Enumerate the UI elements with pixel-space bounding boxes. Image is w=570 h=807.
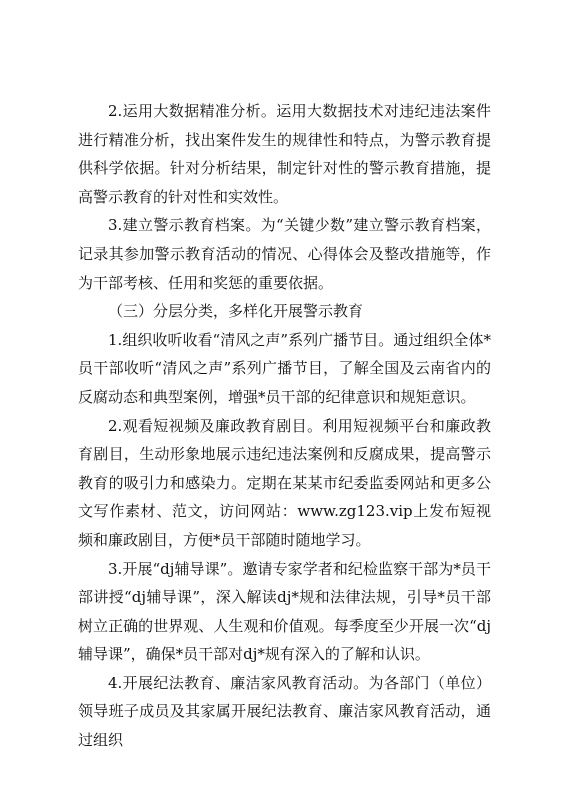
paragraph-radio-program: 1.组织收听收看“清风之声”系列广播节目。通过组织全体*员干部收听“清风之声”系列广播节目，了解全国及云南省内的反腐动态和典型案例，增强*员干部的纪律意识和规矩意识。	[78, 330, 491, 406]
paragraph-big-data-analysis: 2.运用大数据精准分析。运用大数据技术对违纪违法案件进行精准分析，找出案件发生的规律性和特点，为警示教育提供科学依据。针对分析结果，制定针对性的警示教育措施，提高警示教育的针对性和实效性。	[78, 102, 491, 206]
paragraph-tutoring-class: 3.开展“dj辅导课”。邀请专家学者和纪检监察干部为*员干部讲授“dj辅导课”，深入解读dj*规和法律法规，引导*员干部树立正确的世界观、人生观和价值观。每季度至少开展一次“dj辅导课”，确保*员干部对dj*规有深入的了解和认识。	[78, 559, 491, 664]
section-heading-tiered-education: （三）分层分类，多样化开展警示教育	[108, 302, 364, 321]
paragraph-short-videos: 2.观看短视频及廉政教育剧目。利用短视频平台和廉政教育剧目，生动形象地展示违纪违法案例和反腐成果，提高警示教育的吸引力和感染力。定期在某某市纪委监委网站和更多公文写作素材、范文，访问网站：www.zg123.vip上发布短视频和廉政剧目，方便*员干部随时随地学习。	[78, 416, 491, 549]
paragraph-warning-archive: 3.建立警示教育档案。为“关键少数”建立警示教育档案，记录其参加警示教育活动的情况、心得体会及整改措施等，作为干部考核、任用和奖惩的重要依据。	[78, 216, 491, 292]
document-body	[78, 97, 491, 755]
paragraph-family-education: 4.开展纪法教育、廉洁家风教育活动。为各部门（单位）领导班子成员及其家属开展纪法教育、廉洁家风教育活动，通过组织	[78, 673, 491, 750]
